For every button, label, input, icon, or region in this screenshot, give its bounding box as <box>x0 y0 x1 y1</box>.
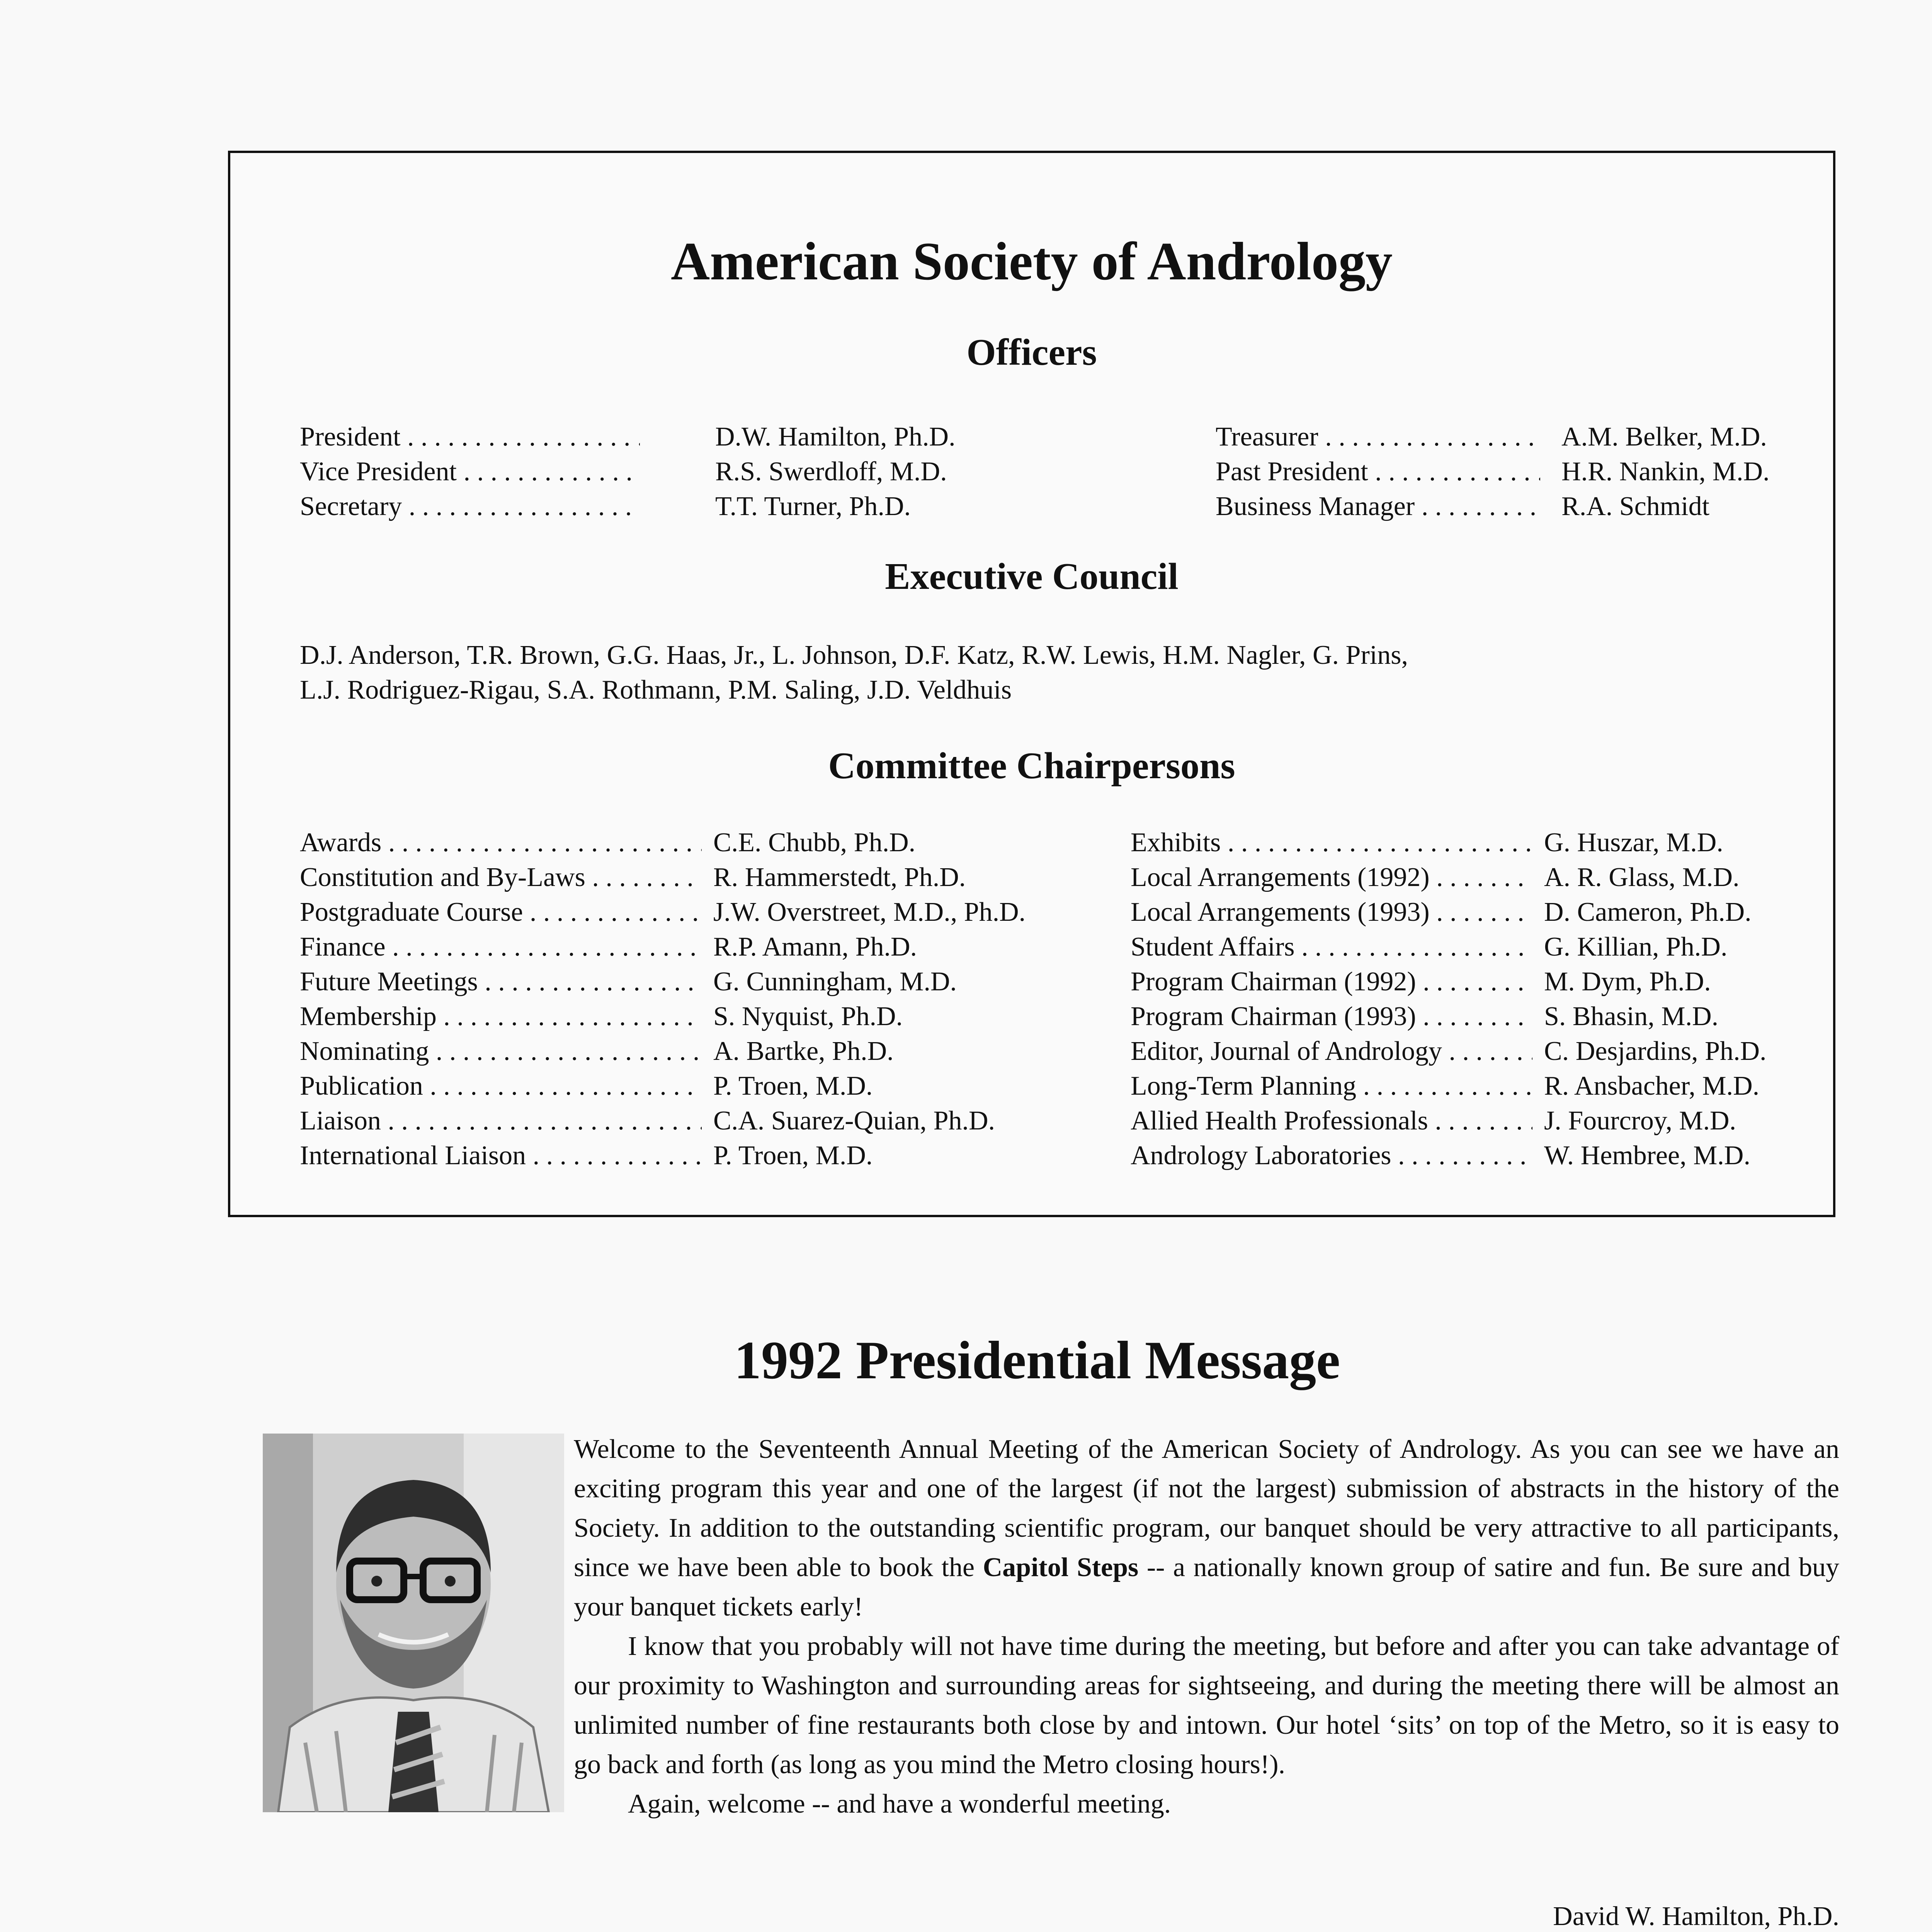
committee-name: Allied Health Professionals . . . <box>1131 1104 1532 1138</box>
officer-name: D.W. Hamilton, Ph.D. <box>715 422 956 452</box>
committee-chair: S. Nyquist, Ph.D. <box>713 1002 903 1031</box>
committee-chair: C.A. Suarez-Quian, Ph.D. <box>713 1106 995 1136</box>
society-title: American Society of Andrology <box>671 231 1393 291</box>
committee-name: Postgraduate Course . . . <box>300 895 702 930</box>
committee-name: Student Affairs . . . <box>1131 930 1532 964</box>
message-p1-text: Welcome to the Seventeenth Annual Meeting of the American Society of Andrology. As you can see we have an exciting program this year and one of the largest (if not the largest) submission of abstracts in the history of the Society. In addition to the outstanding scientific program, our banquet should be very attractive to all participants, since we have been able to book the <box>574 1434 1839 1582</box>
message-title: 1992 Presidential Message <box>734 1330 1340 1390</box>
committee-name: Publication . . . <box>300 1069 702 1104</box>
executive-council-line: D.J. Anderson, T.R. Brown, G.G. Haas, Jr., L. Johnson, D.F. Katz, R.W. Lewis, H.M. Nagler, G. Prins, <box>300 640 1408 670</box>
committees-heading: Committee Chairpersons <box>828 745 1235 787</box>
officer-name: T.T. Turner, Ph.D. <box>715 492 911 521</box>
officer-role: President . . . <box>300 420 640 454</box>
officer-name: H.R. Nankin, M.D. <box>1561 457 1770 486</box>
committee-name: Local Arrangements (1992) . . . <box>1131 860 1532 895</box>
executive-council-heading: Executive Council <box>885 556 1179 597</box>
committee-chair: R.P. Amann, Ph.D. <box>713 932 917 962</box>
committee-name: Finance . . . <box>300 930 702 964</box>
committee-chair: A. R. Glass, M.D. <box>1544 862 1740 892</box>
officers-heading: Officers <box>966 332 1097 373</box>
officer-name: R.A. Schmidt <box>1561 492 1710 521</box>
officer-role: Past President . . . <box>1216 454 1540 489</box>
message-p1-bold: Capitol Steps <box>983 1553 1139 1582</box>
committee-chair: P. Troen, M.D. <box>713 1071 873 1101</box>
message-body <box>574 1430 1839 1824</box>
committee-name: Editor, Journal of Andrology . . . <box>1131 1034 1532 1069</box>
committee-name: Program Chairman (1992) . . . <box>1131 964 1532 999</box>
committee-name: Nominating . . . <box>300 1034 702 1069</box>
signature-name: David W. Hamilton, Ph.D. <box>1553 1901 1839 1931</box>
committee-name: Liaison . . . <box>300 1104 702 1138</box>
message-paragraph-2: I know that you probably will not have time during the meeting, but before and after you can take advantage of our proximity to Washington and surrounding areas for sightseeing, and during the meeting there will be almost an unlimited number of fine restaurants both close by and intown. Our hotel ‘sits’ on top of the Metro, so it is easy to go back and forth (as long as you mind the Metro closing hours!). <box>574 1631 1839 1779</box>
committee-chair: M. Dym, Ph.D. <box>1544 967 1711 997</box>
society-info-box <box>228 151 1835 1217</box>
committee-name: Constitution and By-Laws . . . <box>300 860 702 895</box>
committee-chair: G. Cunningham, M.D. <box>713 967 957 997</box>
committee-chair: D. Cameron, Ph.D. <box>1544 897 1752 927</box>
president-photo <box>263 1434 564 1812</box>
committee-chair: G. Huszar, M.D. <box>1544 828 1723 857</box>
committee-name: Andrology Laboratories . . . <box>1131 1138 1532 1173</box>
committee-chair: C.E. Chubb, Ph.D. <box>713 828 916 857</box>
message-p1-end: -- a nationally known group of satire and fun. Be sure and buy your banquet tickets early! <box>574 1553 1840 1622</box>
committee-chair: P. Troen, M.D. <box>713 1141 873 1170</box>
committee-name: Membership . . . <box>300 999 702 1034</box>
officer-name: R.S. Swerdloff, M.D. <box>715 457 947 486</box>
officer-role: Vice President . . . <box>300 454 640 489</box>
committee-name: Local Arrangements (1993) . . . <box>1131 895 1532 930</box>
message-paragraph-1 <box>574 1430 1839 1627</box>
president-portrait <box>263 1434 564 1812</box>
committee-chair: A. Bartke, Ph.D. <box>713 1036 894 1066</box>
officer-role: Treasurer . . . <box>1216 420 1540 454</box>
committee-chair: R. Ansbacher, M.D. <box>1544 1071 1760 1101</box>
officer-name: A.M. Belker, M.D. <box>1561 422 1767 452</box>
committee-name: Program Chairman (1993) . . . <box>1131 999 1532 1034</box>
committee-chair: J. Fourcroy, M.D. <box>1544 1106 1736 1136</box>
officer-role: Business Manager . . . <box>1216 489 1540 524</box>
committee-name: Awards . . . <box>300 825 702 860</box>
committee-name: Long-Term Planning . . . <box>1131 1069 1532 1104</box>
committee-name: Future Meetings . . . <box>300 964 702 999</box>
executive-council-line: L.J. Rodriguez-Rigau, S.A. Rothmann, P.M. Saling, J.D. Veldhuis <box>300 675 1012 705</box>
committee-chair: C. Desjardins, Ph.D. <box>1544 1036 1767 1066</box>
committee-chair: S. Bhasin, M.D. <box>1544 1002 1719 1031</box>
committee-name: International Liaison . . . <box>300 1138 702 1173</box>
committee-chair: R. Hammerstedt, Ph.D. <box>713 862 966 892</box>
committee-name: Exhibits . . . <box>1131 825 1532 860</box>
officer-role: Secretary . . . <box>300 489 640 524</box>
message-paragraph-3: Again, welcome -- and have a wonderful meeting. <box>628 1789 1171 1819</box>
committee-chair: G. Killian, Ph.D. <box>1544 932 1728 962</box>
committee-chair: J.W. Overstreet, M.D., Ph.D. <box>713 897 1026 927</box>
committee-chair: W. Hembree, M.D. <box>1544 1141 1750 1170</box>
